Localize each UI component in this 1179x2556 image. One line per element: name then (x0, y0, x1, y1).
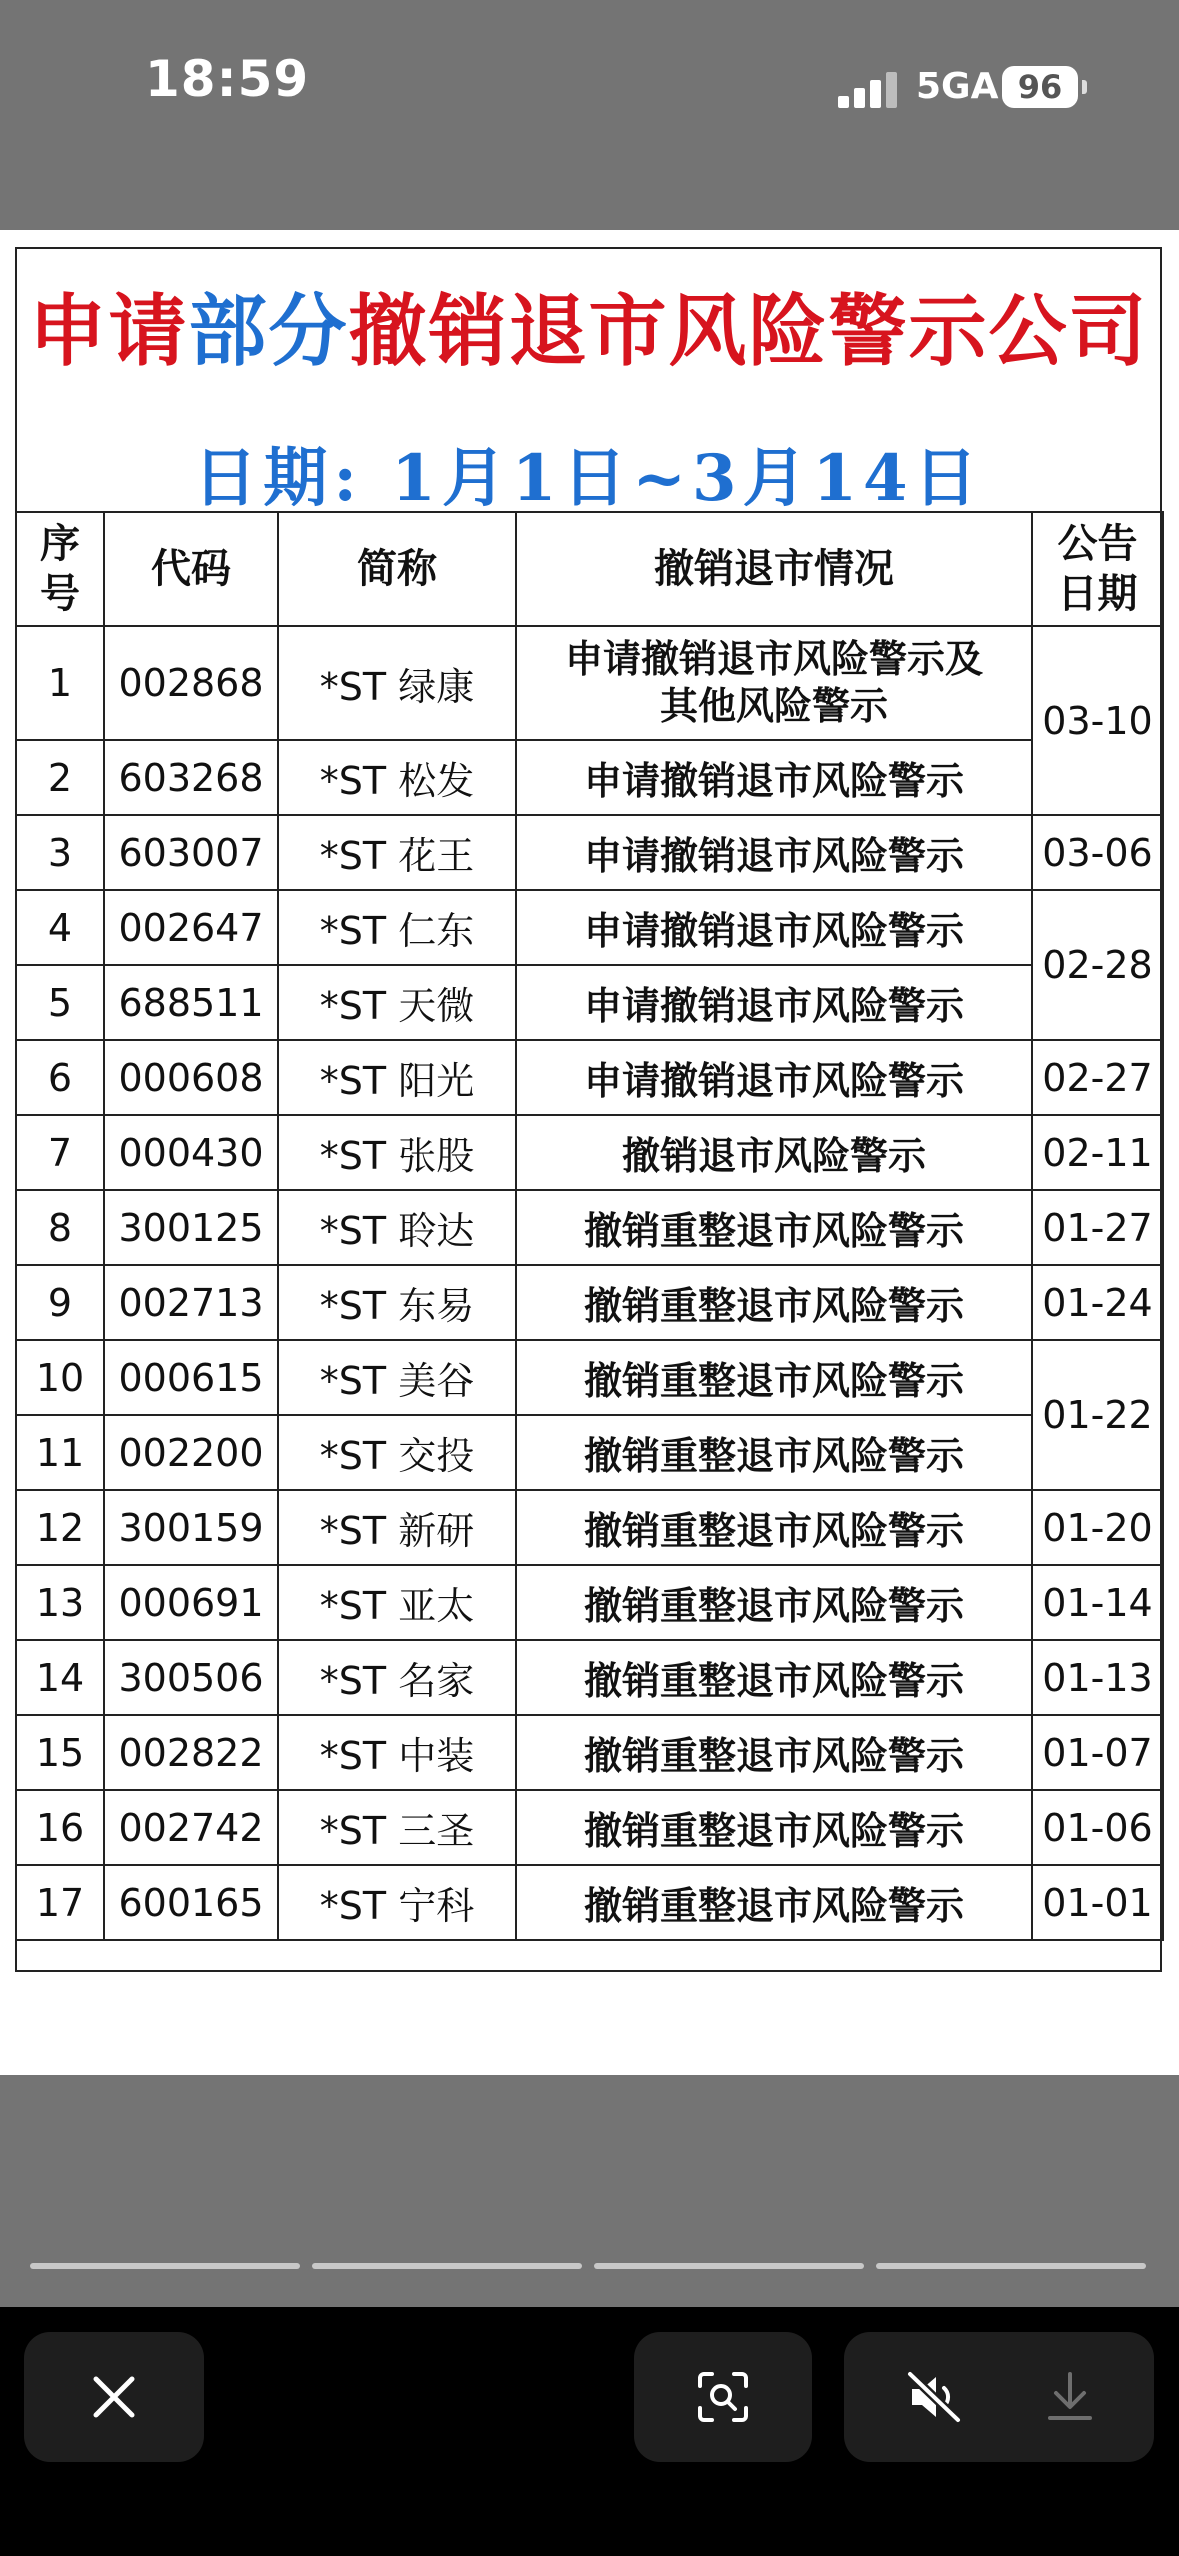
row-status: 申请撤销退市风险警示 (516, 815, 1032, 890)
viewed-image[interactable] (0, 230, 1179, 2075)
row-date: 02-11 (1032, 1115, 1163, 1190)
row-name: *ST 东易 (278, 1265, 516, 1340)
row-code: 300506 (104, 1640, 278, 1715)
row-status: 申请撤销退市风险警示 (516, 1040, 1032, 1115)
table-header-row (16, 512, 1163, 626)
row-no: 3 (16, 815, 104, 890)
row-name: *ST 天微 (278, 965, 516, 1040)
row-date: 01-14 (1032, 1565, 1163, 1640)
row-code: 002868 (104, 626, 278, 740)
row-name: *ST 亚太 (278, 1565, 516, 1640)
table-row (16, 1340, 1163, 1415)
visual-search-icon (696, 2370, 750, 2424)
row-status: 撤销重整退市风险警示 (516, 1865, 1032, 1940)
media-controls (844, 2332, 1154, 2462)
row-name: *ST 三圣 (278, 1790, 516, 1865)
page-indicator-segment[interactable] (30, 2263, 300, 2269)
row-name: *ST 张股 (278, 1115, 516, 1190)
row-no: 10 (16, 1340, 104, 1415)
row-no: 15 (16, 1715, 104, 1790)
status-bar (0, 0, 1179, 230)
row-name: *ST 名家 (278, 1640, 516, 1715)
table-row (16, 890, 1163, 965)
row-status: 撤销退市风险警示 (516, 1115, 1032, 1190)
row-name: *ST 美谷 (278, 1340, 516, 1415)
row-date: 01-06 (1032, 1790, 1163, 1865)
download-icon[interactable] (1044, 2370, 1096, 2424)
battery-tip (1082, 80, 1087, 94)
row-code: 600165 (104, 1865, 278, 1940)
notice-title (17, 269, 1160, 381)
row-no: 5 (16, 965, 104, 1040)
battery-level: 96 (1017, 68, 1063, 106)
row-date: 03-10 (1032, 626, 1163, 815)
row-status: 撤销重整退市风险警示 (516, 1790, 1032, 1865)
row-status: 撤销重整退市风险警示 (516, 1715, 1032, 1790)
row-no: 11 (16, 1415, 104, 1490)
row-no: 14 (16, 1640, 104, 1715)
row-no: 8 (16, 1190, 104, 1265)
table-row (16, 1040, 1163, 1115)
row-status: 申请撤销退市风险警示 (516, 740, 1032, 815)
table-row (16, 1490, 1163, 1565)
header-status: 撤销退市情况 (516, 512, 1032, 626)
row-name: *ST 仁东 (278, 890, 516, 965)
table-row (16, 1790, 1163, 1865)
row-date: 01-07 (1032, 1715, 1163, 1790)
row-status: 撤销重整退市风险警示 (516, 1340, 1032, 1415)
table-row (16, 1715, 1163, 1790)
row-no: 6 (16, 1040, 104, 1115)
row-code: 300159 (104, 1490, 278, 1565)
battery-icon (1002, 66, 1078, 108)
table-row (16, 815, 1163, 890)
company-table (15, 511, 1164, 1941)
row-status: 撤销重整退市风险警示 (516, 1565, 1032, 1640)
table-row (16, 1115, 1163, 1190)
page-indicator-segment[interactable] (594, 2263, 864, 2269)
table-row (16, 740, 1163, 815)
table-row (16, 1640, 1163, 1715)
row-date: 01-24 (1032, 1265, 1163, 1340)
row-code: 603007 (104, 815, 278, 890)
row-date: 01-01 (1032, 1865, 1163, 1940)
row-name: *ST 松发 (278, 740, 516, 815)
row-no: 17 (16, 1865, 104, 1940)
header-date: 公告 日期 (1032, 512, 1163, 626)
row-status: 申请撤销退市风险警示 (516, 965, 1032, 1040)
row-no: 12 (16, 1490, 104, 1565)
status-time: 18:59 (145, 50, 310, 108)
row-code: 002647 (104, 890, 278, 965)
title-part-3: 撤销退市风险警示公司 (348, 286, 1149, 377)
row-no: 9 (16, 1265, 104, 1340)
row-code: 002713 (104, 1265, 278, 1340)
close-icon (92, 2375, 136, 2419)
header-code: 代码 (104, 512, 278, 626)
row-date: 03-06 (1032, 815, 1163, 890)
row-date: 02-28 (1032, 890, 1163, 1040)
row-code: 000608 (104, 1040, 278, 1115)
row-name: *ST 绿康 (278, 626, 516, 740)
signal-icon (838, 72, 898, 108)
notice-table-frame (15, 247, 1162, 1972)
row-name: *ST 聆达 (278, 1190, 516, 1265)
table-row (16, 1415, 1163, 1490)
table-row (16, 1565, 1163, 1640)
row-status: 撤销重整退市风险警示 (516, 1190, 1032, 1265)
row-code: 002200 (104, 1415, 278, 1490)
table-row (16, 965, 1163, 1040)
row-date: 01-27 (1032, 1190, 1163, 1265)
row-no: 4 (16, 890, 104, 965)
network-type: 5GA (916, 66, 999, 107)
row-no: 2 (16, 740, 104, 815)
row-name: *ST 中装 (278, 1715, 516, 1790)
row-status: 撤销重整退市风险警示 (516, 1415, 1032, 1490)
page-indicator-segment[interactable] (876, 2263, 1146, 2269)
row-name: *ST 交投 (278, 1415, 516, 1490)
visual-search-button[interactable] (634, 2332, 812, 2462)
header-name: 简称 (278, 512, 516, 626)
row-date: 01-22 (1032, 1340, 1163, 1490)
date-range: 日期: 1月1日~3月14日 (193, 441, 984, 516)
row-name: *ST 新研 (278, 1490, 516, 1565)
row-code: 002742 (104, 1790, 278, 1865)
row-name: *ST 阳光 (278, 1040, 516, 1115)
row-code: 603268 (104, 740, 278, 815)
row-code: 688511 (104, 965, 278, 1040)
row-code: 002822 (104, 1715, 278, 1790)
bottom-toolbar (0, 2307, 1179, 2556)
row-no: 1 (16, 626, 104, 740)
row-status: 撤销重整退市风险警示 (516, 1640, 1032, 1715)
table-row (16, 1190, 1163, 1265)
row-status: 申请撤销退市风险警示及 其他风险警示 (516, 626, 1032, 740)
row-code: 000615 (104, 1340, 278, 1415)
title-part-1: 申请 (28, 286, 189, 377)
row-code: 000430 (104, 1115, 278, 1190)
row-date: 01-20 (1032, 1490, 1163, 1565)
page-indicator (30, 2263, 1150, 2269)
close-button[interactable] (24, 2332, 204, 2462)
row-code: 000691 (104, 1565, 278, 1640)
row-name: *ST 宁科 (278, 1865, 516, 1940)
row-date: 02-27 (1032, 1040, 1163, 1115)
page-indicator-segment[interactable] (312, 2263, 582, 2269)
row-date: 01-13 (1032, 1640, 1163, 1715)
row-code: 300125 (104, 1190, 278, 1265)
mute-icon[interactable] (906, 2370, 964, 2424)
row-no: 16 (16, 1790, 104, 1865)
header-no: 序 号 (16, 512, 104, 626)
row-name: *ST 花王 (278, 815, 516, 890)
table-row (16, 626, 1163, 740)
table-row (16, 1265, 1163, 1340)
row-no: 7 (16, 1115, 104, 1190)
row-no: 13 (16, 1565, 104, 1640)
table-row (16, 1865, 1163, 1940)
row-status: 撤销重整退市风险警示 (516, 1490, 1032, 1565)
title-part-2: 部分 (188, 286, 349, 377)
row-status: 申请撤销退市风险警示 (516, 890, 1032, 965)
row-status: 撤销重整退市风险警示 (516, 1265, 1032, 1340)
